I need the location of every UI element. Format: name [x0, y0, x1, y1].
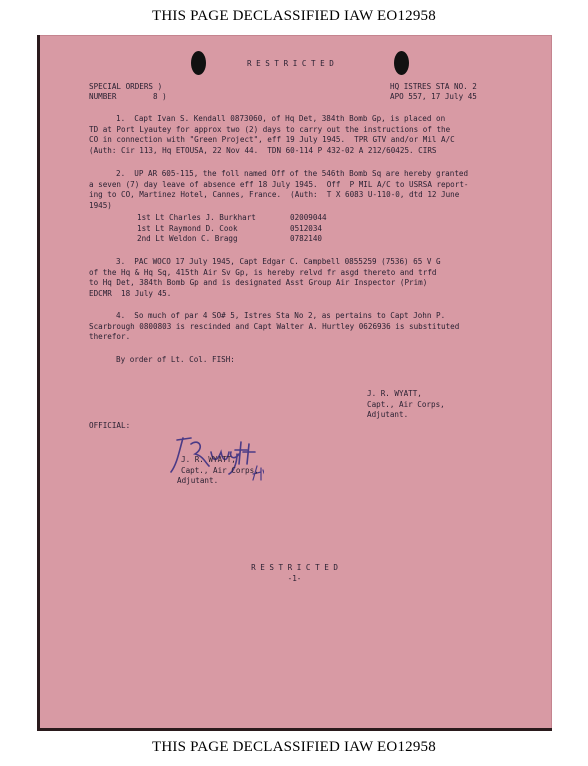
officer-name: 2nd Lt Weldon C. Bragg: [137, 234, 238, 243]
para-4-line: therefor.: [89, 332, 131, 341]
signer-title: Capt., Air Corps,: [367, 399, 445, 409]
scan-edge-bottom: [37, 728, 552, 731]
page-number: -1-: [287, 573, 302, 583]
signer-name: J. R. WYATT,: [367, 389, 422, 398]
officer-serial: 02009044: [290, 213, 327, 222]
para-3-line: to Hq Det, 384th Bomb Gp and is designated Asst Group Air Inspector (Prim): [89, 278, 428, 287]
scan-edge-left: [37, 35, 40, 731]
apo-date: APO 557, 17 July 45: [390, 92, 477, 101]
declassified-banner-bottom: THIS PAGE DECLASSIFIED IAW EO12958: [152, 739, 436, 755]
para-2-line: a seven (7) day leave of absence eff 18 July 1945. Off P MIL A/C to USRSA report-: [89, 179, 469, 189]
official-signer-name: J. R. WYATT,: [181, 455, 236, 464]
para-4-line: 4. So much of par 4 SO# 5, Istres Sta No 2, as pertains to Capt John P.: [116, 311, 446, 320]
punch-hole: [191, 51, 206, 75]
para-2-line: ing to CO, Martinez Hotel, Cannes, France. (Auth: T X 6083 U-110-0, dtd 12 June: [89, 190, 460, 199]
para-1-line: TD at Port Lyautey for approx two (2) days to carry out the instructions of the: [89, 124, 451, 134]
punch-hole: [394, 51, 409, 75]
para-1-line: (Auth: Cir 113, Hq ETOUSA, 22 Nov 44. TDN 60-114 P 432-02 A 212/60425. CIRS: [89, 145, 437, 155]
para-3-line: 3. PAC WOCO 17 July 1945, Capt Edgar C. Campbell 0855259 (7536) 65 V G: [116, 257, 441, 266]
declassified-banner-top: THIS PAGE DECLASSIFIED IAW EO12958: [152, 8, 436, 24]
para-1-line: CO in connection with "Green Project", eff 19 July 1945. TPR GTV and/or Mil A/C: [89, 135, 455, 144]
para-2-line: 1945): [89, 200, 112, 210]
official-signer-role: Adjutant.: [177, 476, 219, 485]
para-2-line: 2. UP AR 605-115, the foll named Off of the 546th Bomb Sq are hereby granted: [116, 169, 469, 178]
officer-name: 1st Lt Charles J. Burkhart: [137, 213, 256, 222]
classification-footer: R E S T R I C T E D: [251, 563, 338, 572]
special-orders-label: SPECIAL ORDERS ): [89, 82, 163, 91]
signer-role: Adjutant.: [367, 410, 409, 419]
officer-name: 1st Lt Raymond D. Cook: [137, 223, 238, 233]
classification-header: R E S T R I C T E D: [247, 59, 334, 68]
para-3-line: EDCMR 18 July 45.: [89, 288, 172, 298]
hq-station: HQ ISTRES STA NO. 2: [390, 82, 477, 91]
by-order-of: By order of Lt. Col. FISH:: [116, 355, 235, 364]
para-4-line: Scarbrough 0800803 is rescinded and Capt Walter A. Hurtley 0626936 is substituted: [89, 321, 460, 331]
officer-serial: 0512034: [290, 223, 323, 233]
officer-serial: 0782140: [290, 234, 323, 243]
para-3-line: of the Hq & Hq Sq, 415th Air Sv Gp, is hereby relvd fr asgd thereto and trfd: [89, 267, 437, 277]
official-signer-title: Capt., Air Corps,: [181, 465, 259, 475]
order-number: NUMBER 8 ): [89, 92, 167, 101]
document-page: [37, 35, 552, 731]
official-label: OFFICIAL:: [89, 421, 131, 430]
para-1-line: 1. Capt Ivan S. Kendall 0873060, of Hq Det, 384th Bomb Gp, is placed on: [116, 114, 446, 123]
